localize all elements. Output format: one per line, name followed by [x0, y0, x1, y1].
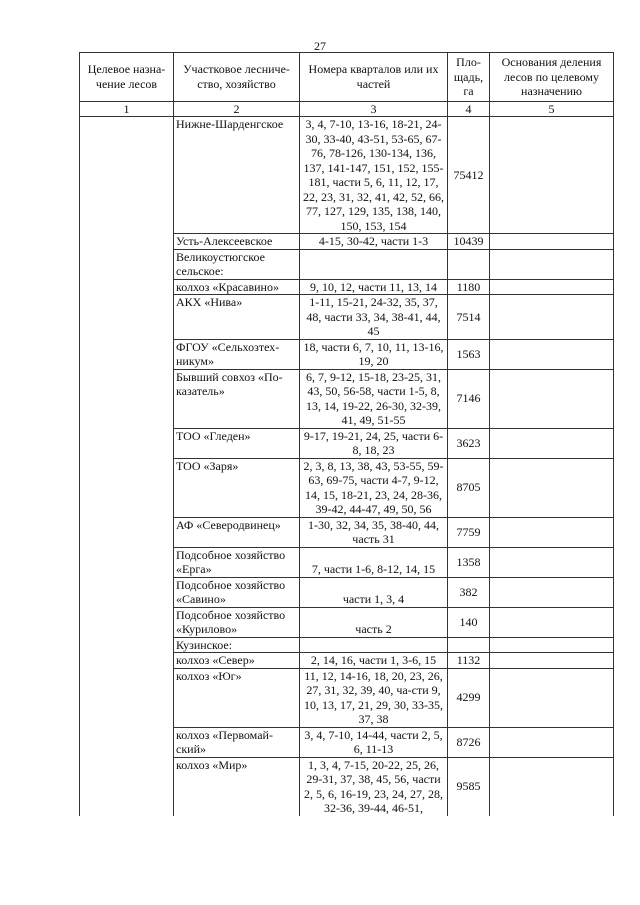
column-number: 1 — [80, 101, 174, 117]
quarters-cell: 3, 4, 7-10, 14-44, части 2, 5, 6, 11-13 — [300, 727, 448, 757]
forestry-cell: колхоз «Мир» — [174, 757, 300, 816]
quarters-cell: 4-15, 30-42, части 1-3 — [300, 234, 448, 250]
purpose-cell — [80, 249, 174, 279]
basis-cell — [490, 428, 614, 458]
area-cell — [448, 249, 490, 279]
header-basis: Основания деления лесов по целевому назначению — [490, 53, 614, 102]
basis-cell — [490, 279, 614, 295]
area-cell: 7514 — [448, 295, 490, 340]
forestry-cell: Великоустюгское сельское: — [174, 249, 300, 279]
area-cell: 9585 — [448, 757, 490, 816]
purpose-cell — [80, 577, 174, 607]
area-cell: 75412 — [448, 117, 490, 234]
quarters-cell: 2, 14, 16, части 1, 3-6, 15 — [300, 653, 448, 669]
table-row — [80, 637, 614, 653]
basis-cell — [490, 517, 614, 547]
forestry-cell: Усть-Алексеевское — [174, 234, 300, 250]
purpose-cell — [80, 547, 174, 577]
forestry-cell: АКХ «Нива» — [174, 295, 300, 340]
table-row — [80, 369, 614, 428]
table-body — [80, 117, 614, 816]
table-row — [80, 653, 614, 669]
forestry-cell: колхоз «Юг» — [174, 668, 300, 727]
table-row — [80, 577, 614, 607]
purpose-cell — [80, 458, 174, 517]
area-cell — [448, 637, 490, 653]
basis-cell — [490, 757, 614, 816]
quarters-cell — [300, 249, 448, 279]
basis-cell — [490, 369, 614, 428]
forest-designation-table — [79, 52, 614, 816]
purpose-cell — [80, 428, 174, 458]
column-number: 5 — [490, 101, 614, 117]
quarters-cell: 6, 7, 9-12, 15-18, 23-25, 31, 43, 50, 56-58, части 1-5, 8, 13, 14, 19-22, 26-30, 32-39, 41, 49, 51-55 — [300, 369, 448, 428]
quarters-cell: 1, 3, 4, 7-15, 20-22, 25, 26, 29-31, 37, 38, 45, 56, части 2, 5, 6, 16-19, 23, 24, 27, 28, 32-36, 39-44, 46-51, — [300, 757, 448, 816]
purpose-cell — [80, 117, 174, 234]
basis-cell — [490, 637, 614, 653]
basis-cell — [490, 727, 614, 757]
column-number: 3 — [300, 101, 448, 117]
purpose-cell — [80, 637, 174, 653]
page-number: 27 — [314, 39, 326, 53]
table-row — [80, 339, 614, 369]
table-row — [80, 757, 614, 816]
table-row — [80, 117, 614, 234]
quarters-cell: 1-11, 15-21, 24-32, 35, 37, 48, части 33, 34, 38-41, 44, 45 — [300, 295, 448, 340]
basis-cell — [490, 577, 614, 607]
forestry-cell: АФ «Северодвинец» — [174, 517, 300, 547]
purpose-cell — [80, 653, 174, 669]
table-row — [80, 458, 614, 517]
forestry-cell: Подсобное хозяйство «Савино» — [174, 577, 300, 607]
purpose-cell — [80, 607, 174, 637]
purpose-cell — [80, 517, 174, 547]
quarters-cell: 3, 4, 7-10, 13-16, 18-21, 24-30, 33-40, 43-51, 53-65, 67-76, 78-126, 130-134, 136, 137, 141-147, 151, 152, 155-181, части 5, 6, 11, 12, 17, 22, 23, 31, 32, 41, 42, 52, 66, 77, 127, 129, 135, 138, 140, 150, 153, 154 — [300, 117, 448, 234]
area-cell: 140 — [448, 607, 490, 637]
table-row — [80, 428, 614, 458]
purpose-cell — [80, 295, 174, 340]
area-cell: 3623 — [448, 428, 490, 458]
header-forestry: Участковое лесниче-ство, хозяйство — [174, 53, 300, 102]
header-quarters: Номера кварталов или их частей — [300, 53, 448, 102]
purpose-cell — [80, 668, 174, 727]
column-numbering-row — [80, 101, 614, 117]
table-row — [80, 668, 614, 727]
forestry-cell: колхоз «Первомай-ский» — [174, 727, 300, 757]
table-row — [80, 607, 614, 637]
purpose-cell — [80, 279, 174, 295]
area-cell: 8726 — [448, 727, 490, 757]
area-cell: 1132 — [448, 653, 490, 669]
area-cell: 1358 — [448, 547, 490, 577]
basis-cell — [490, 295, 614, 340]
forestry-cell: колхоз «Север» — [174, 653, 300, 669]
header-area: Пло-щадь, га — [448, 53, 490, 102]
quarters-cell: 18, части 6, 7, 10, 11, 13-16, 19, 20 — [300, 339, 448, 369]
area-cell: 1563 — [448, 339, 490, 369]
area-cell: 7759 — [448, 517, 490, 547]
forestry-cell: колхоз «Красавино» — [174, 279, 300, 295]
forestry-cell: Бывший совхоз «По-казатель» — [174, 369, 300, 428]
forestry-cell: ТОО «Заря» — [174, 458, 300, 517]
column-number: 4 — [448, 101, 490, 117]
quarters-cell: 9, 10, 12, части 11, 13, 14 — [300, 279, 448, 295]
forestry-cell: ТОО «Гледен» — [174, 428, 300, 458]
quarters-cell: 2, 3, 8, 13, 38, 43, 53-55, 59-63, 69-75, части 4-7, 9-12, 14, 15, 18-21, 23, 24, 28-36, 39-42, 44-47, 49, 50, 56 — [300, 458, 448, 517]
quarters-cell: части 1, 3, 4 — [300, 577, 448, 607]
area-cell: 1180 — [448, 279, 490, 295]
area-cell: 7146 — [448, 369, 490, 428]
basis-cell — [490, 234, 614, 250]
basis-cell — [490, 668, 614, 727]
basis-cell — [490, 117, 614, 234]
header-purpose: Целевое назна-чение лесов — [80, 53, 174, 102]
basis-cell — [490, 249, 614, 279]
basis-cell — [490, 607, 614, 637]
purpose-cell — [80, 339, 174, 369]
area-cell: 4299 — [448, 668, 490, 727]
forestry-cell: Нижне-Шарденгское — [174, 117, 300, 234]
table-row — [80, 279, 614, 295]
purpose-cell — [80, 727, 174, 757]
column-number: 2 — [174, 101, 300, 117]
table-row — [80, 295, 614, 340]
table-row — [80, 234, 614, 250]
basis-cell — [490, 458, 614, 517]
quarters-cell: 11, 12, 14-16, 18, 20, 23, 26, 27, 31, 32, 39, 40, ча-сти 9, 10, 13, 17, 21, 29, 30, 33-35, 37, 38 — [300, 668, 448, 727]
basis-cell — [490, 653, 614, 669]
purpose-cell — [80, 234, 174, 250]
table-row — [80, 547, 614, 577]
basis-cell — [490, 339, 614, 369]
forestry-cell: Кузинское: — [174, 637, 300, 653]
purpose-cell — [80, 369, 174, 428]
forestry-cell: Подсобное хозяйство «Курилово» — [174, 607, 300, 637]
table-header-row — [80, 53, 614, 102]
forestry-cell: ФГОУ «Сельхозтех-никум» — [174, 339, 300, 369]
quarters-cell: 7, части 1-6, 8-12, 14, 15 — [300, 547, 448, 577]
quarters-cell: 9-17, 19-21, 24, 25, части 6-8, 18, 23 — [300, 428, 448, 458]
quarters-cell: 1-30, 32, 34, 35, 38-40, 44, часть 31 — [300, 517, 448, 547]
quarters-cell: часть 2 — [300, 607, 448, 637]
forestry-cell: Подсобное хозяйство «Ерга» — [174, 547, 300, 577]
table-row — [80, 727, 614, 757]
quarters-cell — [300, 637, 448, 653]
table-row — [80, 517, 614, 547]
purpose-cell — [80, 757, 174, 816]
basis-cell — [490, 547, 614, 577]
area-cell: 8705 — [448, 458, 490, 517]
area-cell: 382 — [448, 577, 490, 607]
table-row — [80, 249, 614, 279]
area-cell: 10439 — [448, 234, 490, 250]
